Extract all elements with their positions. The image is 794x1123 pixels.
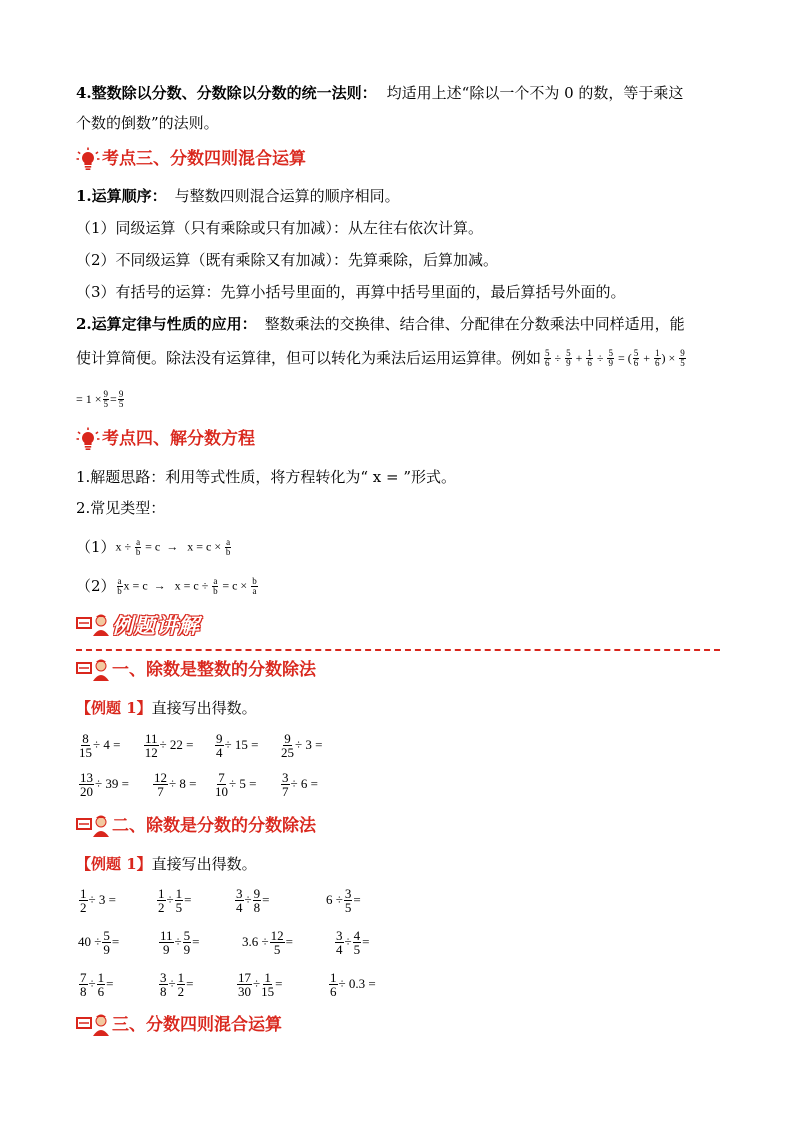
exercise-item: 40 ÷ $\frac{5}{9}$ =: [78, 927, 120, 957]
part1-heading: [76, 659, 316, 681]
order-label: 1.运算顺序：: [76, 187, 167, 205]
part1-example: [76, 698, 257, 718]
teacher-icon: [76, 815, 110, 837]
part2-example-tag: 【例题 1】: [76, 855, 152, 873]
dashed-divider: [76, 649, 720, 651]
part2-example: [76, 854, 257, 874]
exercise-item: $\frac{3}{7}$ ÷ 6 =: [282, 769, 318, 799]
part2-example-text: 直接写出得数。: [151, 855, 257, 873]
part2-heading: [76, 815, 316, 837]
section4-heading: [76, 427, 255, 451]
section3-heading: [76, 147, 306, 171]
rule4-text1: 均适用上述“除以一个不为 0 的数，等于乘这: [386, 84, 684, 102]
teacher-icon: [76, 659, 110, 681]
exercise-item: $\frac{9}{25}$ ÷ 3 =: [281, 730, 323, 760]
exercise-item: $\frac{9}{4}$ ÷ 15 =: [216, 730, 259, 760]
exercise-item: $\frac{12}{7}$ ÷ 8 =: [154, 769, 197, 799]
law-label: 2.运算定律与性质的应用：: [76, 315, 257, 333]
law-text1: 整数乘法的交换律、结合律、分配律在分数乘法中同样适用，能: [264, 315, 685, 333]
part1-example-text: 直接写出得数。: [151, 699, 257, 717]
section4-title: 考点四、解分数方程: [102, 429, 255, 449]
exercise-item: $\frac{11}{12}$ ÷ 22 =: [144, 730, 194, 760]
exercise-item: $\frac{8}{15}$ ÷ 4 =: [79, 730, 121, 760]
exercise-item: $\frac{1}{2}$ ÷ 3 =: [80, 885, 116, 915]
law-example-expression: $\frac{5}{6}$ ÷ $\frac{5}{9}$ + $\frac{1}{6}$ ÷ $\frac{5}{9}$ = ( $\frac{5}{6}$ + $\frac{1}{6}$ ) × $\frac{9}{5}$: [545, 348, 685, 369]
exercise-item: $\frac{3}{4}$ ÷ $\frac{9}{8}$ =: [236, 885, 270, 915]
exercise-item: $\frac{3}{4}$ ÷ $\frac{4}{5}$ =: [336, 927, 370, 957]
exercise-item: $\frac{7}{8}$ ÷ $\frac{1}{6}$ =: [80, 969, 114, 999]
type2-expression: $\frac{a}{b}$ x = c → x = c ÷ $\frac{a}{b}$ = c × $\frac{b}{a}$: [117, 575, 257, 596]
exercise-item: 6 ÷ $\frac{3}{5}$ =: [326, 885, 361, 915]
exercise-item: $\frac{3}{8}$ ÷ $\frac{1}{2}$ =: [160, 969, 194, 999]
order-item-1: （1）同级运算（只有乘除或只有加减）：从左往右依次计算。: [76, 219, 484, 237]
part1-example-tag: 【例题 1】: [76, 699, 152, 717]
type2-number: （2）: [76, 577, 116, 595]
exercise-item: $\frac{7}{10}$ ÷ 5 =: [215, 769, 257, 799]
exercise-item: 3.6 ÷ $\frac{12}{5}$ =: [242, 927, 293, 957]
teacher-icon: [76, 614, 110, 636]
law-line2: [76, 343, 687, 373]
exercise-item: $\frac{17}{30}$ ÷ $\frac{1}{15}$ =: [238, 969, 283, 999]
rule4-line1: [76, 83, 683, 103]
lightbulb-icon: [76, 147, 100, 171]
law-text2: 使计算简便。除法没有运算律，但可以转化为乘法后运用运算律。例如: [76, 349, 542, 367]
lightbulb-icon: [76, 427, 100, 451]
rule4-label: 4.整数除以分数、分数除以分数的统一法则：: [76, 84, 377, 102]
solve-idea: 1.解题思路：利用等式性质，将方程转化为“ x = ”形式。: [76, 468, 456, 486]
equation-type-1: [76, 532, 232, 562]
section3-title: 考点三、分数四则混合运算: [102, 149, 306, 169]
law-line1: [76, 314, 685, 334]
teacher-icon: [76, 1014, 110, 1036]
part1-title: 一、除数是整数的分数除法: [112, 660, 316, 680]
order-text: 与整数四则混合运算的顺序相同。: [174, 187, 400, 205]
equation-type-2: [76, 570, 259, 602]
order-item-2: （2）不同级运算（既有乘除又有加减）：先算乘除，后算加减。: [76, 251, 499, 269]
type1-number: （1）: [76, 538, 116, 556]
order-line: [76, 186, 400, 206]
examples-banner-title: 例题讲解: [112, 614, 200, 638]
exercise-item: $\frac{11}{9}$ ÷ $\frac{5}{9}$ =: [160, 927, 200, 957]
part3-heading: [76, 1014, 282, 1036]
rule4-text2: 个数的倒数”的法则。: [76, 114, 219, 132]
order-item-3: （3）有括号的运算：先算小括号里面的，再算中括号里面的，最后算括号外面的。: [76, 283, 626, 301]
examples-banner: [76, 610, 200, 640]
types-label: 2.常见类型：: [76, 499, 166, 517]
part3-title: 三、分数四则混合运算: [112, 1015, 282, 1035]
exercise-item: $\frac{1}{6}$ ÷ 0.3 =: [330, 969, 376, 999]
exercise-item: $\frac{1}{2}$ ÷ $\frac{1}{5}$ =: [158, 885, 192, 915]
exercise-item: $\frac{13}{20}$ ÷ 39 =: [80, 769, 129, 799]
law-example-result: = 1 × $\frac{9}{5}$ = $\frac{9}{5}$: [76, 388, 124, 409]
type1-expression: x ÷ $\frac{a}{b}$ = c → x = c × $\frac{a}{b}$: [115, 536, 231, 557]
part2-title: 二、除数是分数的分数除法: [112, 816, 316, 836]
